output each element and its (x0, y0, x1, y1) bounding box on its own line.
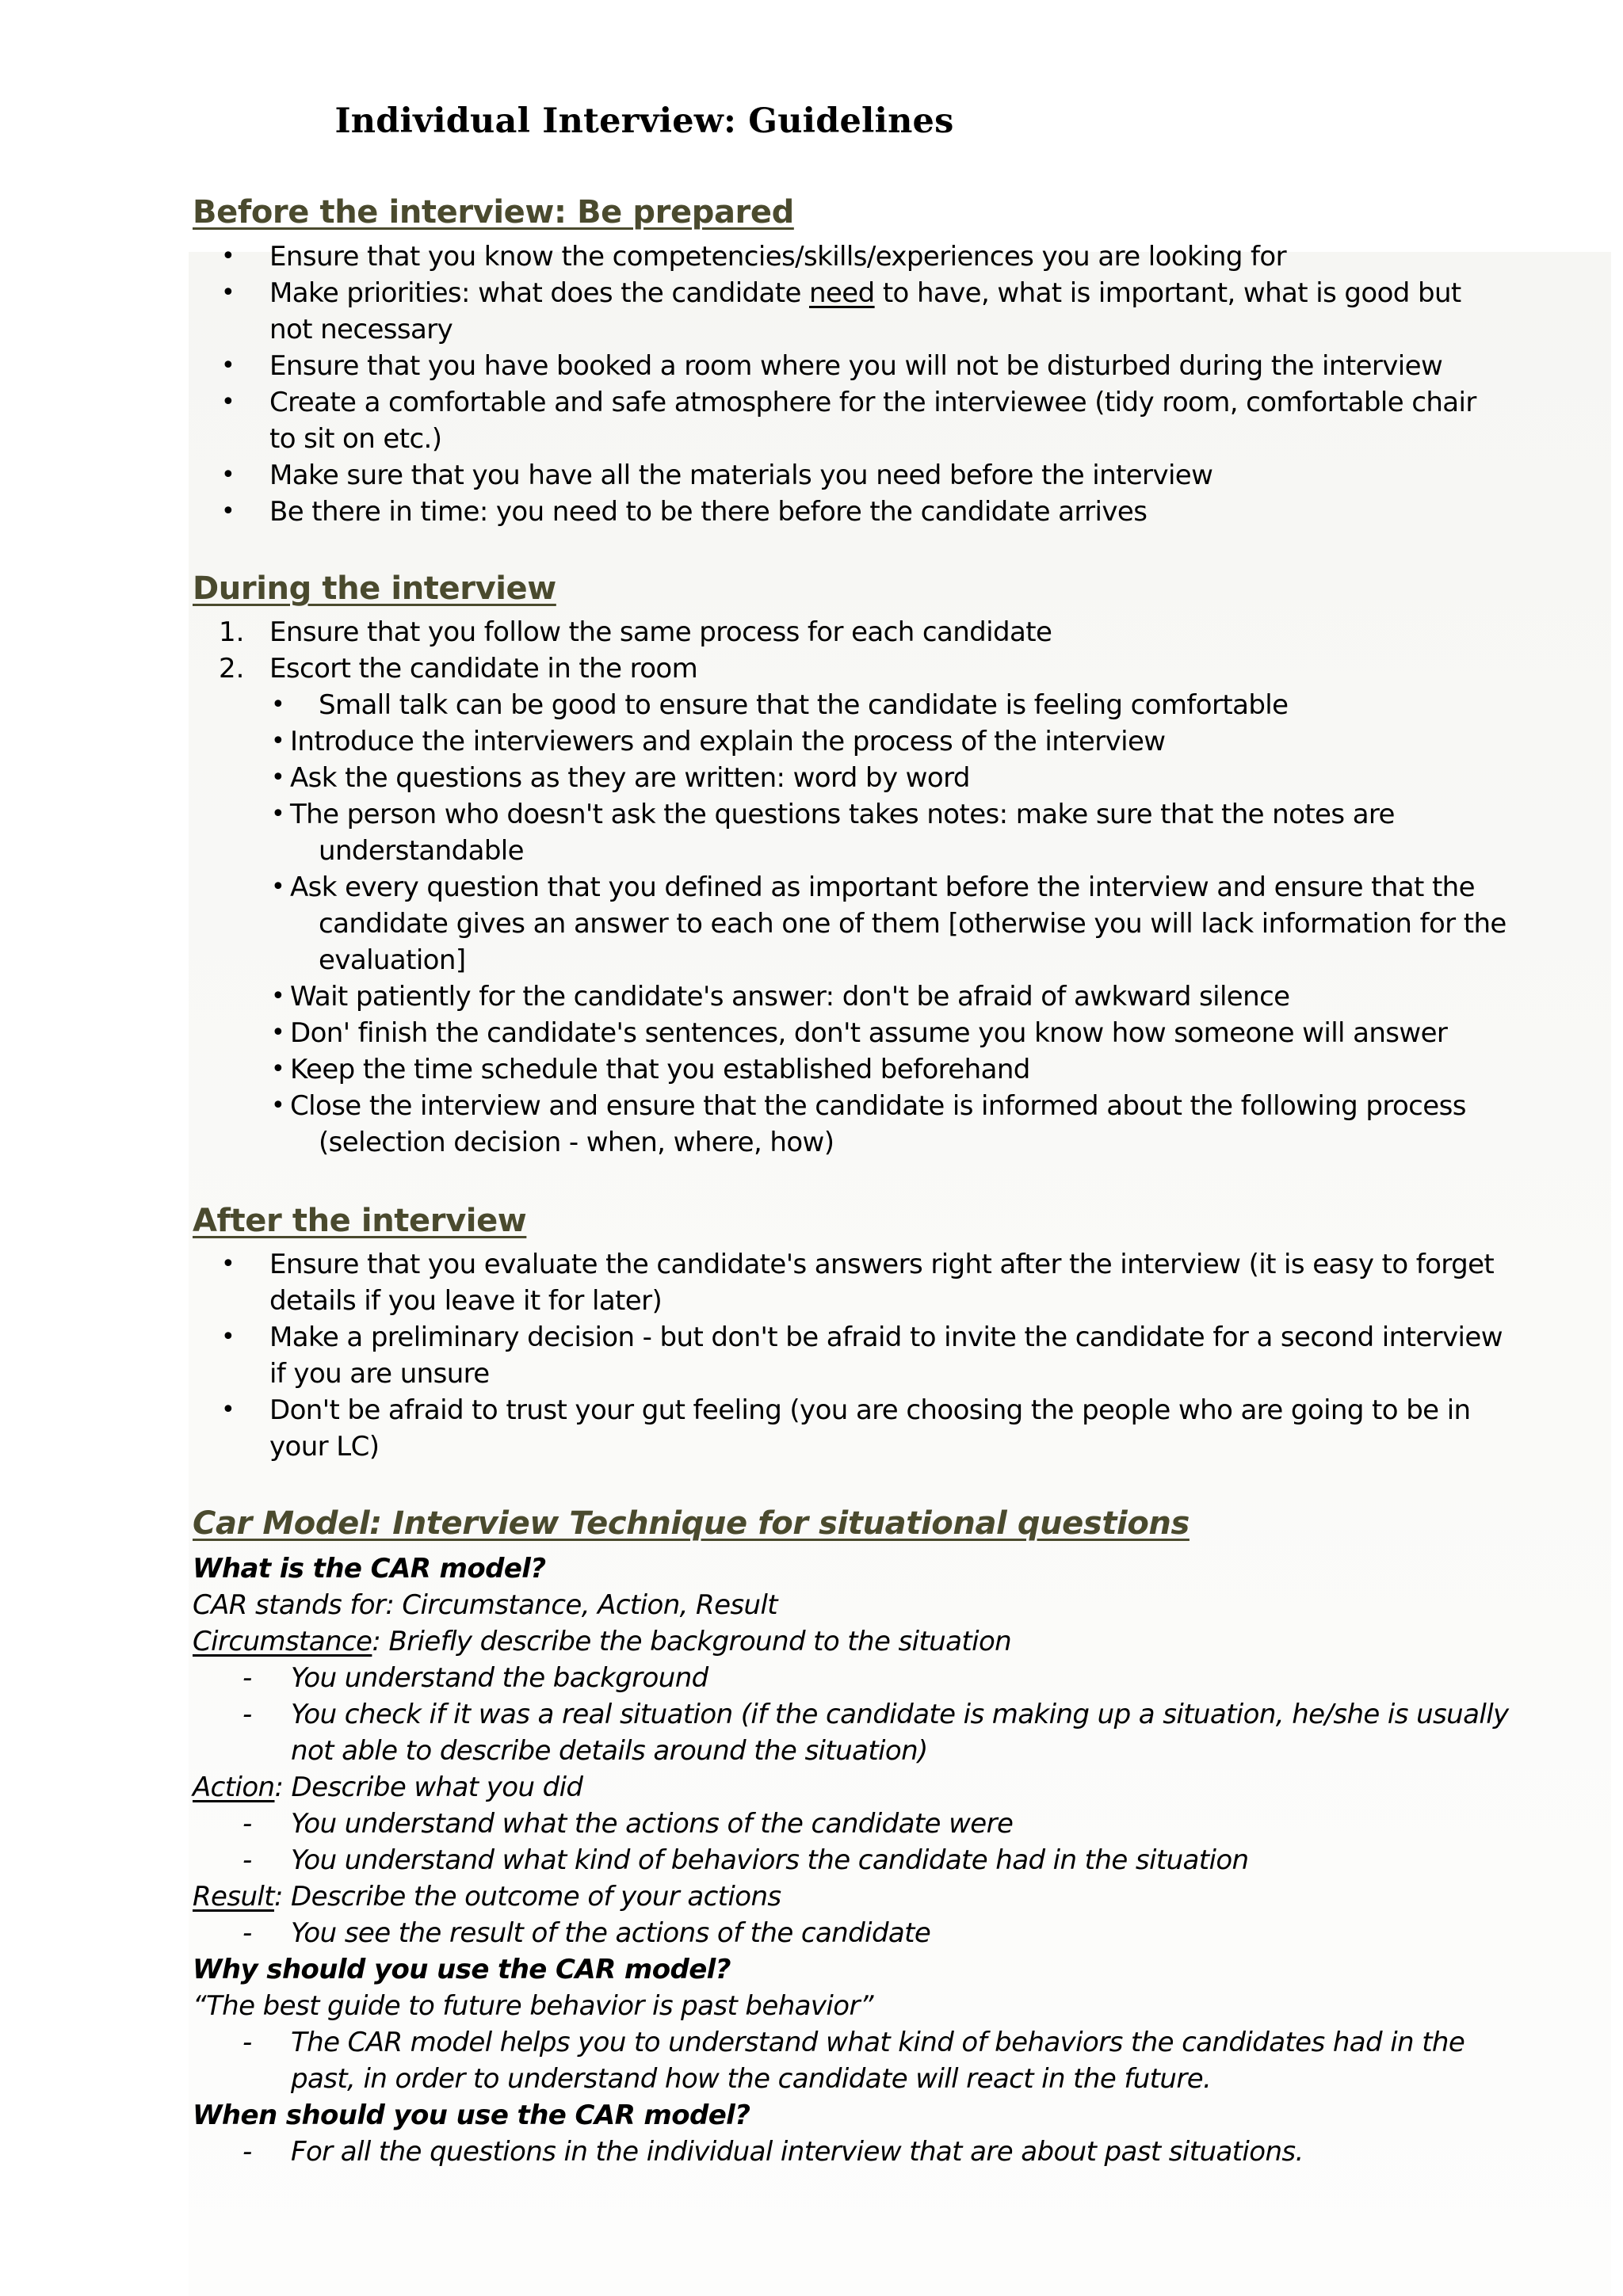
bullet: • (221, 498, 235, 525)
document-title: Individual Interview: Guidelines (334, 101, 954, 141)
bullet: • (221, 1250, 235, 1278)
dash: - (242, 1808, 252, 1840)
sub-item: Ask the questions as they are written: word by word (290, 762, 970, 794)
question-why: Why should you use the CAR model? (193, 1954, 731, 1985)
list-item-continuation: to sit on etc.) (269, 423, 442, 455)
sub-item: Small talk can be good to ensure that the candidate is feeling comfortable (319, 689, 1289, 721)
list-number: 1. (219, 616, 245, 648)
bullet: • (271, 1092, 285, 1119)
dash-item: You understand what the actions of the candidate were (291, 1808, 1014, 1840)
sub-item: Don' finish the candidate's sentences, don't assume you know how someone will answer (290, 1017, 1448, 1049)
emphasis-need: need (809, 277, 875, 309)
sub-item: Keep the time schedule that you established beforehand (290, 1054, 1030, 1085)
list-item-continuation: not necessary (269, 314, 453, 345)
bullet: • (271, 873, 285, 901)
heading-during-interview: During the interview (193, 570, 556, 607)
sub-item: Introduce the interviewers and explain the process of the interview (290, 726, 1166, 757)
bullet: • (271, 982, 285, 1010)
dash: - (242, 2136, 252, 2168)
bullet: • (271, 727, 285, 755)
bullet: • (271, 691, 285, 719)
list-item: Ensure that you know the competencies/skills/experiences you are looking for (269, 241, 1287, 273)
dash-item-continuation: not able to describe details around the situation) (291, 1735, 928, 1767)
result-label: Result (193, 1881, 274, 1913)
heading-after-interview: After the interview (193, 1203, 527, 1239)
dash-item-continuation: past, in order to understand how the candidate will react in the future. (291, 2063, 1212, 2095)
action-label: Action (193, 1772, 275, 1803)
question-what: What is the CAR model? (193, 1553, 546, 1585)
list-item: Ensure that you have booked a room where you will not be disturbed during the interview (269, 350, 1443, 382)
list-item: Make sure that you have all the materials you need before the interview (269, 460, 1213, 491)
dash: - (242, 2027, 252, 2058)
bullet: • (221, 1396, 235, 1424)
bullet: • (271, 1055, 285, 1083)
bullet: • (271, 1019, 285, 1047)
sub-item: Close the interview and ensure that the candidate is informed about the following process (290, 1090, 1466, 1122)
list-item-continuation: details if you leave it for later) (269, 1285, 663, 1317)
bullet: • (221, 242, 235, 270)
circumstance-line: Circumstance: Briefly describe the background to the situation (193, 1626, 1012, 1657)
sub-item-continuation: (selection decision - when, where, how) (319, 1127, 834, 1158)
list-number: 2. (219, 653, 245, 685)
list-item: Ensure that you evaluate the candidate's answers right after the interview (it is easy to forget (269, 1249, 1495, 1280)
dash-item: The CAR model helps you to understand what kind of behaviors the candidates had in the (291, 2027, 1465, 2058)
dash: - (242, 1699, 252, 1730)
action-line: Action: Describe what you did (193, 1772, 583, 1803)
question-when: When should you use the CAR model? (193, 2100, 750, 2131)
bullet: • (221, 352, 235, 379)
dash: - (242, 1844, 252, 1876)
sub-item-continuation: evaluation] (319, 944, 466, 976)
bullet: • (271, 764, 285, 791)
dash: - (242, 1662, 252, 1694)
list-item: Make a preliminary decision - but don't be afraid to invite the candidate for a second interview (269, 1322, 1503, 1353)
bullet: • (221, 279, 235, 307)
list-item-continuation: your LC) (269, 1431, 380, 1463)
car-definition: CAR stands for: Circumstance, Action, Result (193, 1589, 778, 1621)
dash-item: You understand the background (291, 1662, 708, 1694)
dash-item: For all the questions in the individual interview that are about past situations. (291, 2136, 1304, 2168)
sub-item: Wait patiently for the candidate's answer: don't be afraid of awkward silence (290, 981, 1290, 1013)
list-item: Be there in time: you need to be there before the candidate arrives (269, 496, 1148, 528)
heading-before-interview: Before the interview: Be prepared (193, 194, 794, 231)
list-item: Make priorities: what does the candidate need to have, what is important, what is good but (269, 277, 1461, 309)
bullet: • (221, 1323, 235, 1351)
circumstance-label: Circumstance (193, 1626, 372, 1657)
quote: “The best guide to future behavior is past behavior” (193, 1990, 873, 2022)
list-item-continuation: if you are unsure (269, 1358, 490, 1390)
dash-item: You understand what kind of behaviors the candidate had in the situation (291, 1844, 1249, 1876)
bullet: • (271, 800, 285, 828)
list-item: Create a comfortable and safe atmosphere for the interviewee (tidy room, comfortable chair (269, 387, 1476, 418)
sub-item-continuation: candidate gives an answer to each one of them [otherwise you will lack information for the (319, 908, 1507, 940)
numbered-item: Escort the candidate in the room (269, 653, 698, 685)
result-line: Result: Describe the outcome of your actions (193, 1881, 781, 1913)
sub-item: Ask every question that you defined as important before the interview and ensure that the (290, 871, 1475, 903)
sub-item: The person who doesn't ask the questions takes notes: make sure that the notes are (290, 799, 1395, 830)
numbered-item: Ensure that you follow the same process for each candidate (269, 616, 1052, 648)
bullet: • (221, 388, 235, 416)
bullet: • (221, 461, 235, 489)
sub-item-continuation: understandable (319, 835, 524, 867)
list-item: Don't be afraid to trust your gut feeling (you are choosing the people who are going to be in (269, 1394, 1471, 1426)
dash: - (242, 1917, 252, 1949)
heading-car-model: Car Model: Interview Technique for situational questions (193, 1505, 1190, 1542)
dash-item: You see the result of the actions of the candidate (291, 1917, 931, 1949)
dash-item: You check if it was a real situation (if the candidate is making up a situation, he/she is usually (291, 1699, 1509, 1730)
